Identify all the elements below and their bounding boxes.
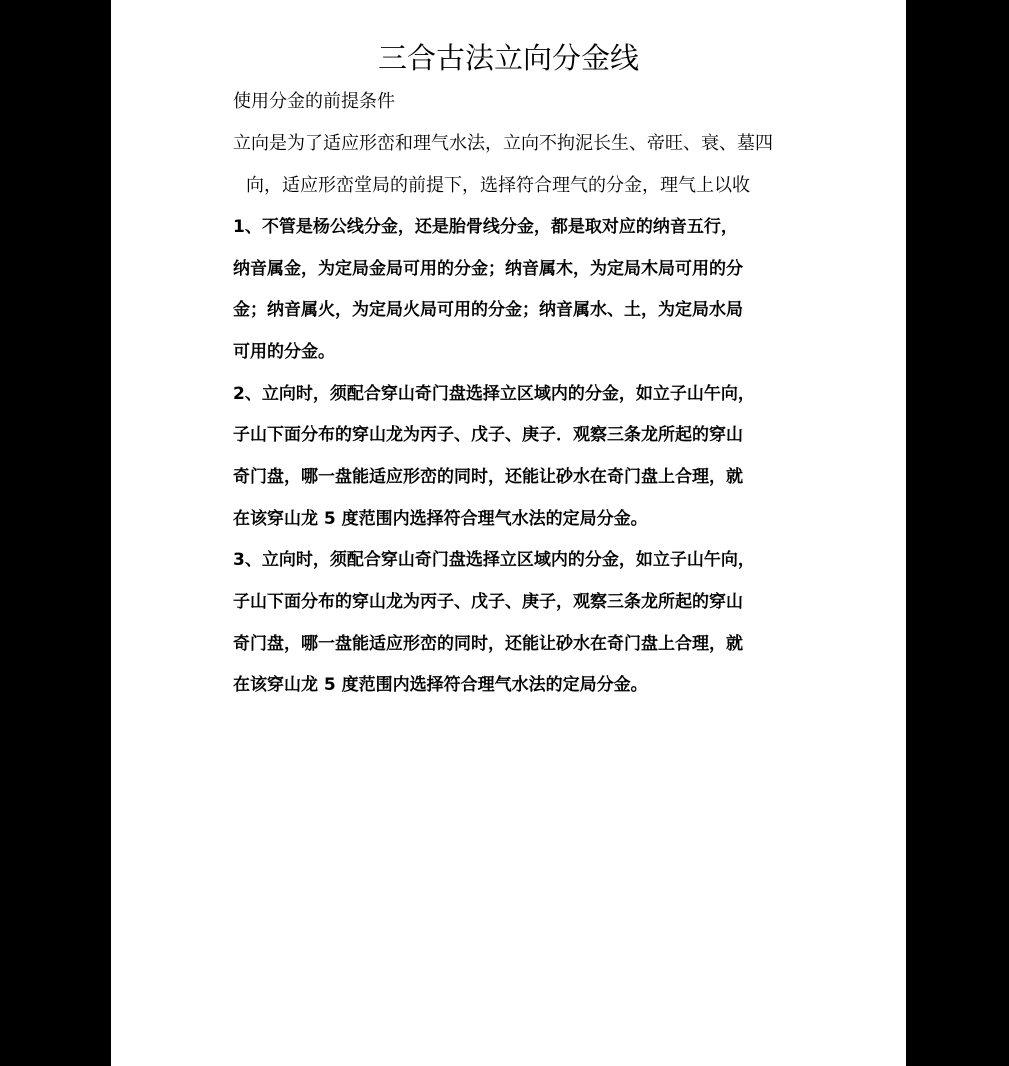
point2-line-3: 奇门盘，哪一盘能适应形峦的同时，还能让砂水在奇门盘上合理，就 [233, 467, 743, 487]
point1-line-1: 1、不管是杨公线分金，还是胎骨线分金，都是取对应的纳音五行， [233, 217, 738, 237]
document-title: 三合古法立向分金线 [377, 41, 639, 75]
document-page [111, 0, 906, 1066]
point3-line-2: 子山下面分布的穿山龙为丙子、戊子、庚子，观察三条龙所起的穿山 [233, 592, 743, 612]
intro-line-1: 立向是为了适应形峦和理气水法，立向不拘泥长生、帝旺、衰、墓四 [233, 133, 773, 154]
point2-line-1: 2、立向时，须配合穿山奇门盘选择立区域内的分金，如立子山午向， [233, 384, 755, 404]
intro-line-2: 向，适应形峦堂局的前提下，选择符合理气的分金，理气上以收 [246, 175, 750, 196]
point1-line-3: 金；纳音属火，为定局火局可用的分金；纳音属水、土，为定局水局 [233, 300, 743, 320]
point2-line-2: 子山下面分布的穿山龙为丙子、戊子、庚子．观察三条龙所起的穿山 [233, 425, 743, 445]
document-subtitle: 使用分金的前提条件 [233, 91, 395, 112]
point3-line-3: 奇门盘，哪一盘能适应形峦的同时，还能让砂水在奇门盘上合理，就 [233, 634, 743, 654]
point1-line-2: 纳音属金，为定局金局可用的分金；纳音属木，为定局木局可用的分 [233, 259, 743, 279]
point3-line-4: 在该穿山龙 5 度范围内选择符合理气水法的定局分金。 [233, 675, 648, 695]
point3-line-1: 3、立向时，须配合穿山奇门盘选择立区域内的分金，如立子山午向， [233, 550, 755, 570]
point1-line-4: 可用的分金。 [233, 342, 335, 362]
point2-line-4: 在该穿山龙 5 度范围内选择符合理气水法的定局分金。 [233, 509, 648, 529]
